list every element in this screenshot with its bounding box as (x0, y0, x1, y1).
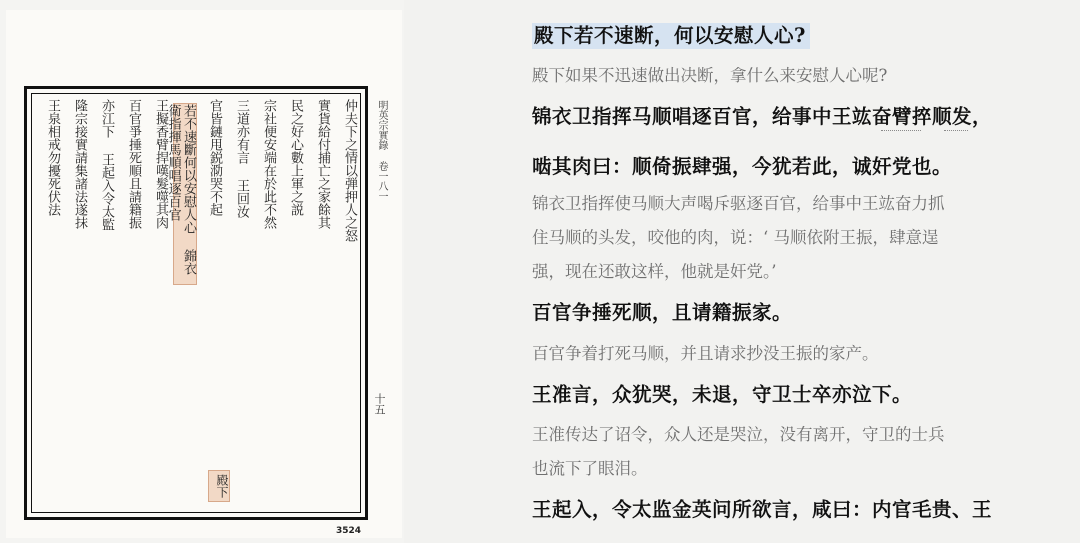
translation-line: 强，现在还敢这样，他就是奸党。’ (532, 262, 777, 281)
original-line: 百官争捶死顺，且请籍振家。 (532, 301, 793, 324)
scan-column: 百官爭捶死順且請籍振 (126, 99, 141, 229)
dotted-underline (944, 128, 968, 131)
scan-column: 亦江下 王起入令太監 (99, 99, 114, 231)
scan-column-highlighted: 若不速斷何以安慰人心 錦衣衛指揮馬順唱逐百官 (173, 103, 197, 285)
dotted-underline (881, 128, 921, 131)
translation-line: 百官争着打死马顺，并且请求抄没王振的家产。 (532, 344, 879, 363)
scan-column: 三道亦有言 王回汝 (234, 99, 249, 218)
translation-line: 也流下了眼泪。 (532, 459, 648, 478)
scan-column: 官皆鏈甩鋭泐哭不起 (207, 99, 222, 216)
original-line (532, 101, 992, 129)
page-code: 3524 (336, 526, 362, 536)
highlighted-text: 殿下若不速断，何以安慰人心? (532, 23, 810, 49)
original-line: 王起入，令太监金英问所欲言，咸曰：内官毛贵、王 (532, 498, 993, 521)
margin-title: 明英宗實錄 卷一八一 (376, 100, 387, 201)
original-line: 啮其肉曰：顺倚振肆强，今犹若此，诚奸党也。 (532, 155, 953, 178)
translation-line: 住马顺的头发，咬他的肉，说：‘ 马顺依附王振，肆意逞 (532, 228, 939, 247)
scan-column: 隆宗接實請集諸法遂抹 (72, 99, 87, 229)
translation-line: 王准传达了诏令，众人还是哭泣，没有离开，守卫的士兵 (532, 425, 945, 444)
scanned-document-panel (0, 0, 404, 543)
scan-column: 王泉相戒勿擾死伏法 (45, 99, 60, 216)
original-text: 锦衣卫指挥马顺唱逐百官，给事中王竑奋臂捽顺发， (532, 105, 993, 128)
translation-panel (404, 0, 1080, 543)
scan-column: 民之好心數上軍之説 (288, 99, 303, 216)
scanned-page (6, 10, 402, 538)
scan-column: 宗社便安端在於此不然 (261, 99, 276, 229)
scan-column: 王擬香臂捍嘆髮噬其肉 (153, 99, 168, 229)
margin-page-number: 十五 (373, 393, 386, 415)
text-frame (24, 86, 368, 520)
translation-line: 锦衣卫指挥使马顺大声喝斥驱逐百官，给事中王竑奋力抓 (532, 194, 945, 213)
original-line-highlighted (532, 20, 810, 48)
scan-column: 實貨給付捕亡之家餘其 (315, 99, 330, 229)
translation-line: 殿下如果不迅速做出决断，拿什么来安慰人心呢? (532, 66, 888, 85)
scan-highlight-marker: 殿下 (208, 470, 230, 502)
scan-column: 仲夫下之情以弾押人之怒 (342, 99, 357, 242)
original-line: 王准言，众犹哭，未退，守卫士卒亦泣下。 (532, 383, 913, 406)
